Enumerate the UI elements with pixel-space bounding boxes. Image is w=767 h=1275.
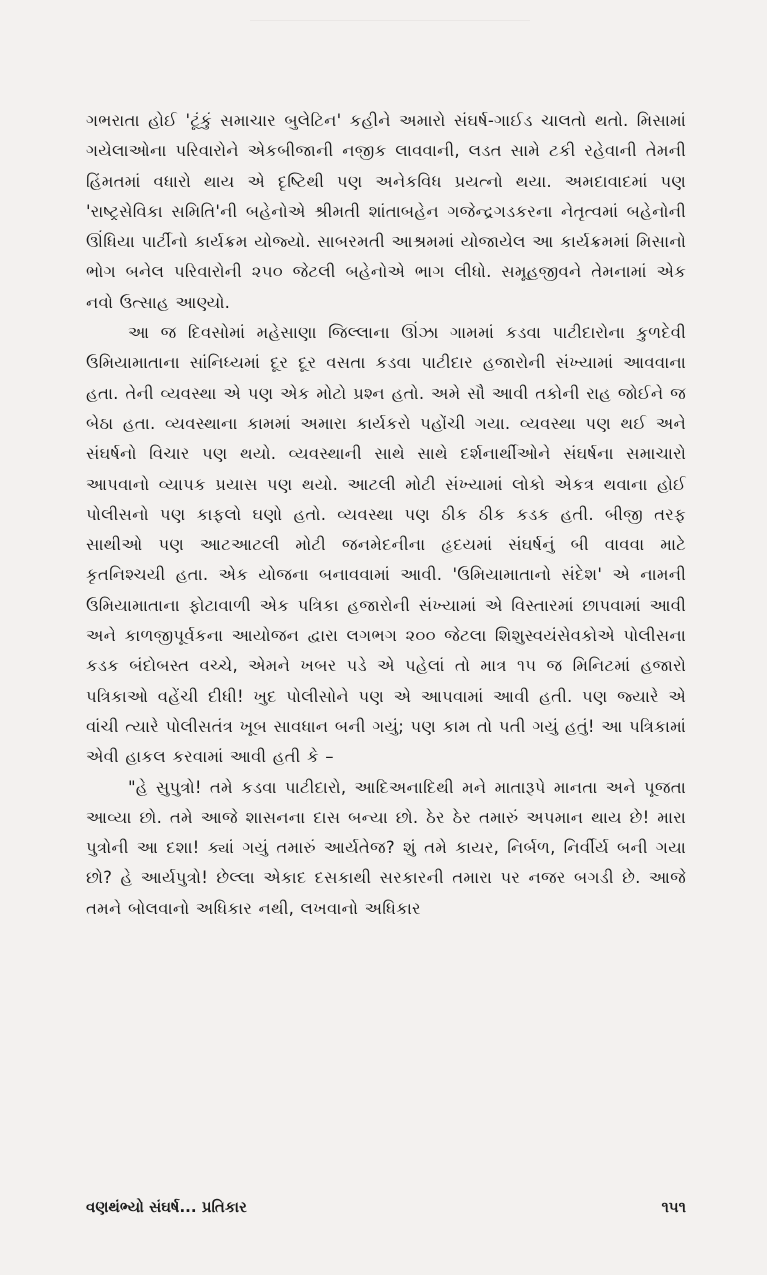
paragraph-3: "હે સુપુત્રો! તમે કડવા પાટીદારો, આદિઅનાદિથી મને માતારૂપે માનતા અને પૂજતા આવ્યા છો. તમે આજે શાસનના દાસ બન્યા છો. ઠેર ઠેર તમારું અપમાન થાય છે! મારા પુત્રોની આ દશા! ક્યાં ગયું તમારું આર્યતેજ? શું તમે કાયર, નિર્બળ, નિર્વીર્ય બની ગયા છો? હે આર્યપુત્રો! છેલ્લા એકાદ દસકાથી સરકારની તમારા પર નજર બગડી છે. આજે તમને બોલવાનો અધિકાર નથી, લખવાનો અધિકાર bbox=[86, 777, 686, 918]
header-bleedthrough bbox=[250, 6, 530, 21]
paragraph-1: ગભરાતા હોઈ 'ટૂંકું સમાચાર બુલેટિન' કહીને અમારો સંઘર્ષ-ગાઈડ ચાલતો થતો. મિસામાં ગયેલાઓના પરિવારોને એકબીજાની નજીક લાવવાની, લડત સામે ટકી રહેવાની તેમની હિંમતમાં વધારો થાય એ દૃષ્ટિથી પણ અનેકવિધ પ્રયત્નો થયા. અમદાવાદમાં પણ 'રાષ્ટ્રસેવિકા સમિતિ'ની બહેનોએ શ્રીમતી શાંતાબહેન ગજેન્દ્રગડકરના નેતૃત્વમાં બહેનોની ઊંધિયા પાર્ટીનો કાર્યક્રમ યોજ્યો. સાબરમતી આશ્રમમાં યોજાયેલ આ કાર્યક્રમમાં મિસાનો ભોગ બનેલ પરિવારોની ૨૫૦ જેટલી બહેનોએ ભાગ લીધો. સમૂહજીવને તેમનામાં એક નવો ઉત્સાહ આણ્યો. bbox=[86, 111, 686, 312]
paragraph-2: આ જ દિવસોમાં મહેસાણા જિલ્લાના ઊંઝા ગામમાં કડવા પાટીદારોના કુળદેવી ઉમિયામાતાના સાંનિધ્યમાં દૂર દૂર વસતા કડવા પાટીદાર હજારોની સંખ્યામાં આવવાના હતા. તેની વ્યવસ્થા એ પણ એક મોટો પ્રશ્ન હતો. અમે સૌ આવી તકોની રાહ જોઈને જ બેઠા હતા. વ્યવસ્થાના કામમાં અમારા કાર્યકરો પહોંચી ગયા. વ્યવસ્થા પણ થઈ અને સંઘર્ષનો વિચાર પણ થયો. વ્યવસ્થાની સાથે સાથે દર્શનાર્થીઓને સંઘર્ષના સમાચારો આપવાનો વ્યાપક પ્રયાસ પણ થયો. આટલી મોટી સંખ્યામાં લોકો એકત્ર થવાના હોઈ પોલીસનો પણ કાફલો ઘણો હતો. વ્યવસ્થા પણ ઠીક ઠીક કડક હતી. બીજી તરફ સાથીઓ પણ આટઆટલી મોટી જનમેદનીના હૃદયમાં સંઘર્ષનું બી વાવવા માટે કૃતનિશ્ચયી હતા. એક યોજના બનાવવામાં આવી. 'ઉમિયામાતાનો સંદેશ' એ નામની ઉમિયામાતાના ફોટાવાળી એક પત્રિકા હજારોની સંખ્યામાં એ વિસ્તારમાં છાપવામાં આવી અને કાળજીપૂર્વકના આયોજન દ્વારા લગભગ ૨૦૦ જેટલા શિશુસ્વયંસેવકોએ પોલીસના કડક બંદોબસ્ત વચ્ચે, એમને ખબર પડે એ પહેલાં તો માત્ર ૧૫ જ મિનિટમાં હજારો પત્રિકાઓ વહેંચી દીધી! ખુદ પોલીસોને પણ એ આપવામાં આવી હતી. પણ જ્યારે એ વાંચી ત્યારે પોલીસતંત્ર ખૂબ સાવધાન બની ગયું; પણ કામ તો પતી ગયું હતું! આ પત્રિકામાં એવી હાકલ કરવામાં આવી હતી કે – bbox=[86, 323, 686, 767]
footer-book-title: વણથંભ્યો સંઘર્ષ... પ્રતિકાર bbox=[86, 1198, 247, 1216]
page-footer bbox=[86, 1195, 686, 1219]
page-body bbox=[86, 106, 686, 924]
footer-page-number: ૧૫૧ bbox=[661, 1198, 686, 1216]
